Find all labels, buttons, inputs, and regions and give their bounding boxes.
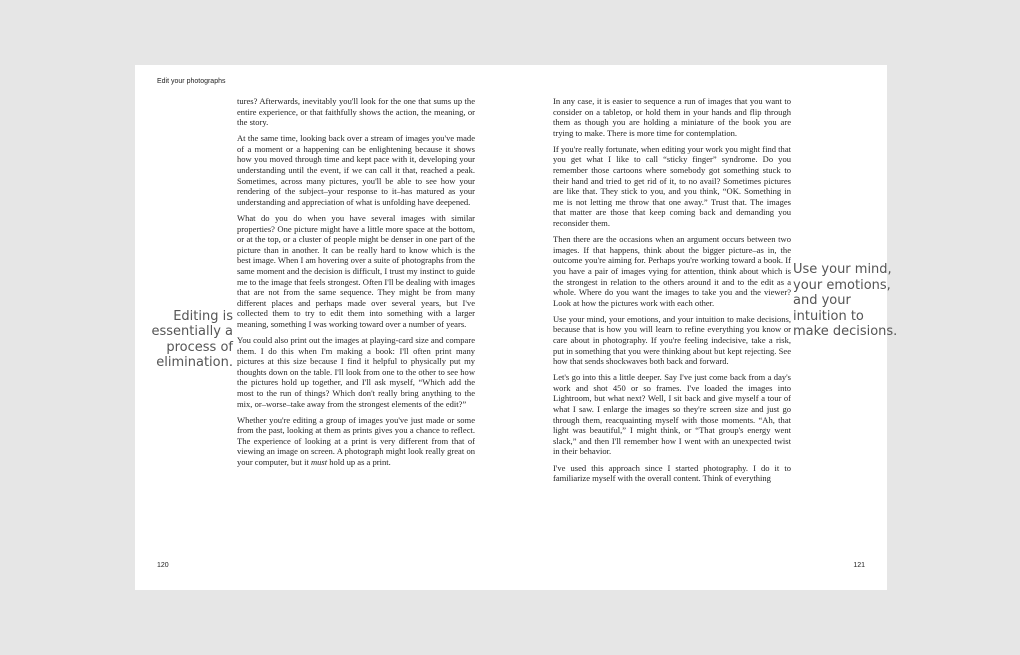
pull-quote-left: Editing is essentially a process of elimination.	[151, 308, 233, 371]
paragraph: tures? Afterwards, inevitably you'll look for the one that sums up the entire experience, or that faithfully shows the action, the meaning, or the story.	[237, 96, 475, 128]
paragraph: If you're really fortunate, when editing your work you might find that you get what I like to call “sticky finger” syndrome. Do you remember those cartoons where somebody got something stuck to their hand and tried to get rid of it, to no avail? Sometimes pictures are like that. They stick to you, and you think, “OK. Something in me is not letting me throw that one away.” Trust that. The images that matter are those that keep coming back and demanding you reconsider them.	[553, 143, 791, 229]
right-text-column	[553, 96, 898, 489]
paragraph: Whether you're editing a group of images you've just made or some from the past, looking at them as prints gives you a chance to reflect. The experience of looking at a print is very different from that of viewing an image on screen. A photograph might look really great on your computer, but it must hold up as a print.	[237, 414, 475, 467]
left-text-column	[151, 96, 475, 473]
right-page	[511, 65, 898, 590]
running-head: Edit your photographs	[157, 78, 226, 85]
paragraph: You could also print out the images at playing-card size and compare them. I do this when I'm making a book: I'll often print many pictures at this size because I find it helpful to physically put my thoughts down on the table. I'll look from one to the other to see how the pictures hold up together, and I'll ask myself, “Which add the most to the run of things? Which don't really bring anything to the mix, or–worse–take away from the strongest elements of the edit?”	[237, 334, 475, 409]
paragraph: At the same time, looking back over a stream of images you've made of a moment or a happening can be enlightening because it shows how you moved through time and kept pace with it, developing your understanding until the event, if we can call it that, reached a peak. Sometimes, across many pictures, you'll be able to see how your rendering of the subject–your response to it–has matured as your understanding and appreciation of what is unfolding have deepened.	[237, 133, 475, 207]
paragraph: What do you do when you have several images with similar properties? One picture might have a little more space at the bottom, or at the top, or a cluster of people might be denser in one part of the picture than in another. It can be really hard to know which is the best image. When I am hovering over a suite of photographs from the same moment and the decision is difficult, I trust my instinct to guide me to the image that feels strongest. Often I'll be dealing with images that are not from the same sequence. They might be from many different places and perhaps made over several years, but I've collected them to try to edit them into something with a larger meaning, something I was working toward over a number of years.	[237, 212, 475, 329]
paragraph: Let's go into this a little deeper. Say I've just come back from a day's work and shot 450 or so frames. I've loaded the images into Lightroom, but what next? Well, I sit back and give myself a tour of what I saw. I enlarge the images so they're screen size and just go through them, reacquainting myself with those moments. “Ah, that light was beautiful,” I might think, or “That group's energy went slack,” and then I'll remember how I went with an unexpected twist in their behavior.	[553, 372, 791, 457]
paragraph: In any case, it is easier to sequence a run of images that you want to consider on a tabletop, or hold them in your hands and flip through them as though you are holding a miniature of the book you are trying to make. There is more time for contemplation.	[553, 96, 791, 138]
paragraph: Use your mind, your emotions, and your intuition to make decisions, because that is how you will learn to refine everything you know or care about in photography. If you're feeling indecisive, take a risk, put in something that you were thinking about but kept rejecting. See how that sends shockwaves both back and forward.	[553, 313, 791, 367]
paragraph: Then there are the occasions when an argument occurs between two images. If that happens, think about the bigger picture–as in, the outcome you're aiming for. Perhaps you're working toward a book. If you have a pair of images vying for attention, think about which is the strongest in relation to the others around it and to the edit as a whole. Where do you want the images to take you and the viewer? Look at how the pictures work with each other.	[553, 234, 791, 308]
paragraph: I've used this approach since I started photography. I do it to familiarize myself with the overall content. Think of everything	[553, 462, 791, 484]
pull-quote-right: Use your mind, your emotions, and your intuition to make decisions.	[793, 262, 898, 340]
left-page	[135, 65, 511, 590]
page-number-left: 120	[157, 562, 169, 569]
page-number-right: 121	[853, 562, 865, 569]
